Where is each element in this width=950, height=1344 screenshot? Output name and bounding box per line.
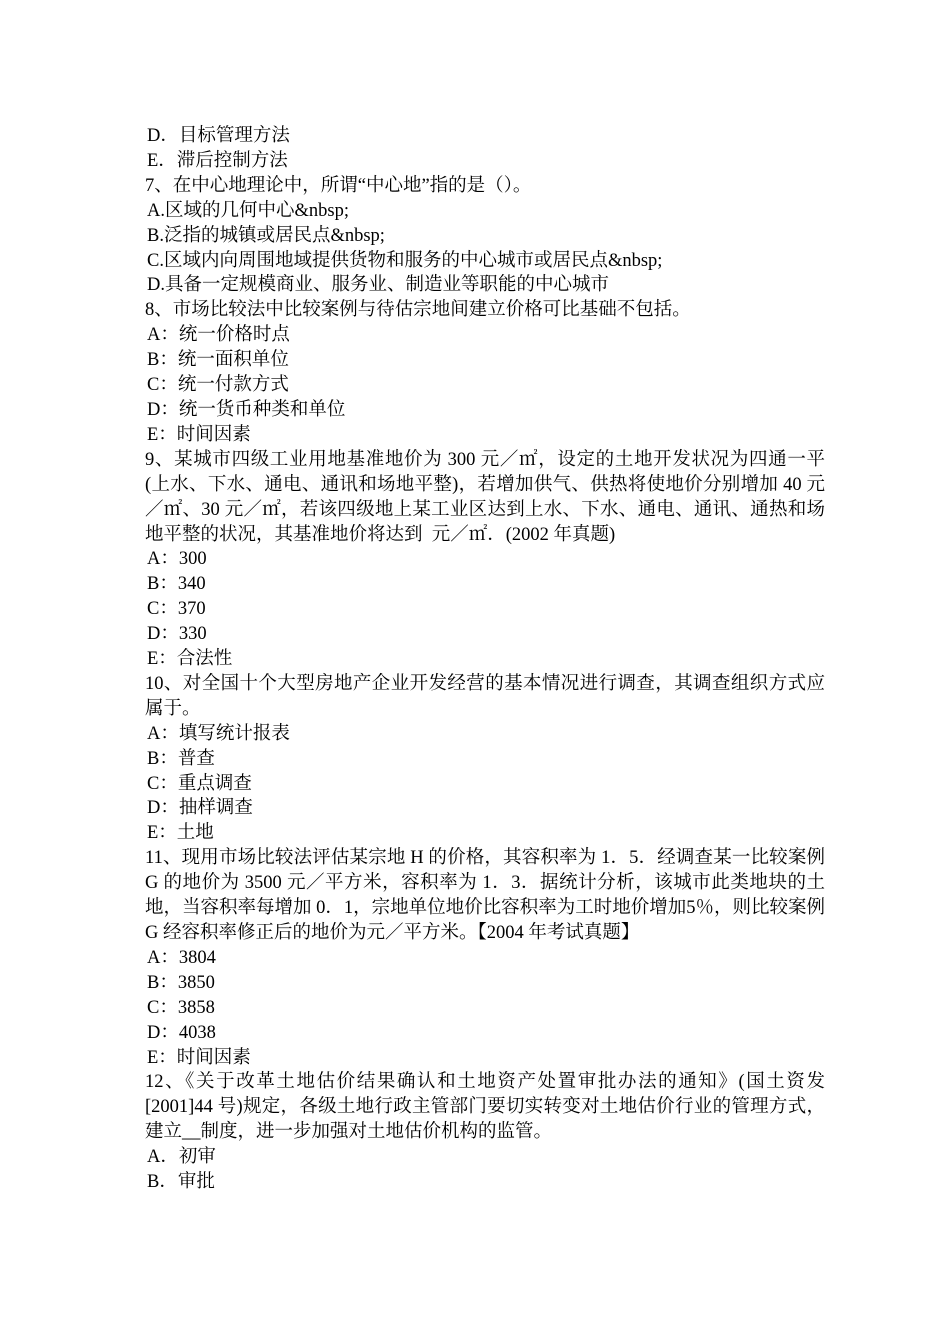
question-text: 7、在中心地理论中，所谓“中心地”指的是（）。	[145, 175, 532, 196]
answer-option: D：4038	[147, 1022, 216, 1043]
question-text: 8、市场比较法中比较案例与待估宗地间建立价格可比基础不包括。	[145, 300, 691, 321]
answer-option: B.泛指的城镇或居民点&nbsp;	[147, 225, 385, 246]
answer-option: A：统一价格时点	[147, 325, 290, 346]
answer-option: C：统一付款方式	[147, 375, 289, 396]
answer-option: B：3850	[147, 972, 215, 993]
answer-option: C：重点调查	[147, 773, 252, 794]
question-text: 12、《关于改革土地估价结果确认和土地资产处置审批办法的通知》(国土资发[2001]44 号)规定，各级土地行政主管部门要切实转变对土地估价行业的管理方式，建立__制度，进一步加强对土地估价机构的监管。	[145, 1072, 825, 1143]
answer-option: B：340	[147, 574, 206, 595]
answer-option: B．审批	[147, 1172, 215, 1193]
answer-option: A.区域的几何中心&nbsp;	[147, 200, 349, 221]
answer-option: E：土地	[147, 823, 214, 844]
answer-option: D：抽样调查	[147, 798, 253, 819]
answer-option: E：时间因素	[147, 424, 251, 445]
answer-option: E：时间因素	[147, 1047, 251, 1068]
answer-option: A．初审	[147, 1147, 216, 1168]
question-text: 10、对全国十个大型房地产企业开发经营的基本情况进行调查，其调查组织方式应属于。	[145, 673, 825, 719]
answer-option: D．目标管理方法	[147, 126, 290, 146]
answer-option: E．滞后控制方法	[147, 150, 288, 171]
answer-option: C：370	[147, 599, 206, 620]
answer-option: D.具备一定规模商业、服务业、制造业等职能的中心城市	[147, 275, 609, 296]
question-text: 11、现用市场比较法评估某宗地 H 的价格，其容积率为 1．5．经调查某一比较案例 G 的地价为 3500 元／平方米，容积率为 1．3．据统计分析，该城市此类地块的土地，当容积率每增加 0．1，宗地单位地价比容积率为工时地价增加5％，则比较案例 G 经容积率修正后的地价为元／平方米。【2004 年考试真题】	[145, 848, 830, 943]
question-text: 9、某城市四级工业用地基准地价为 300 元／㎡，设定的土地开发状况为四通一平(上水、下水、通电、通讯和场地平整)，若增加供气、供热将使地价分别增加 40 元／㎡、30 元／㎡，若该四级地上某工业区达到上水、下水、通电、通讯、通热和场地平整的状况，其基准地价将达到 元／㎡．(2002 年真题)	[145, 449, 825, 545]
answer-option: A：填写统计报表	[147, 723, 290, 744]
answer-option: B：统一面积单位	[147, 350, 289, 371]
document-page	[145, 124, 830, 1195]
answer-option: E：合法性	[147, 649, 233, 670]
answer-option: C：3858	[147, 997, 215, 1018]
answer-option: B：普查	[147, 748, 215, 769]
answer-option: D：统一货币种类和单位	[147, 399, 346, 420]
answer-option: A：3804	[147, 947, 216, 968]
answer-option: D：330	[147, 624, 207, 645]
answer-option: A：300	[147, 549, 207, 570]
answer-option: C.区域内向周围地域提供货物和服务的中心城市或居民点&nbsp;	[147, 250, 663, 271]
